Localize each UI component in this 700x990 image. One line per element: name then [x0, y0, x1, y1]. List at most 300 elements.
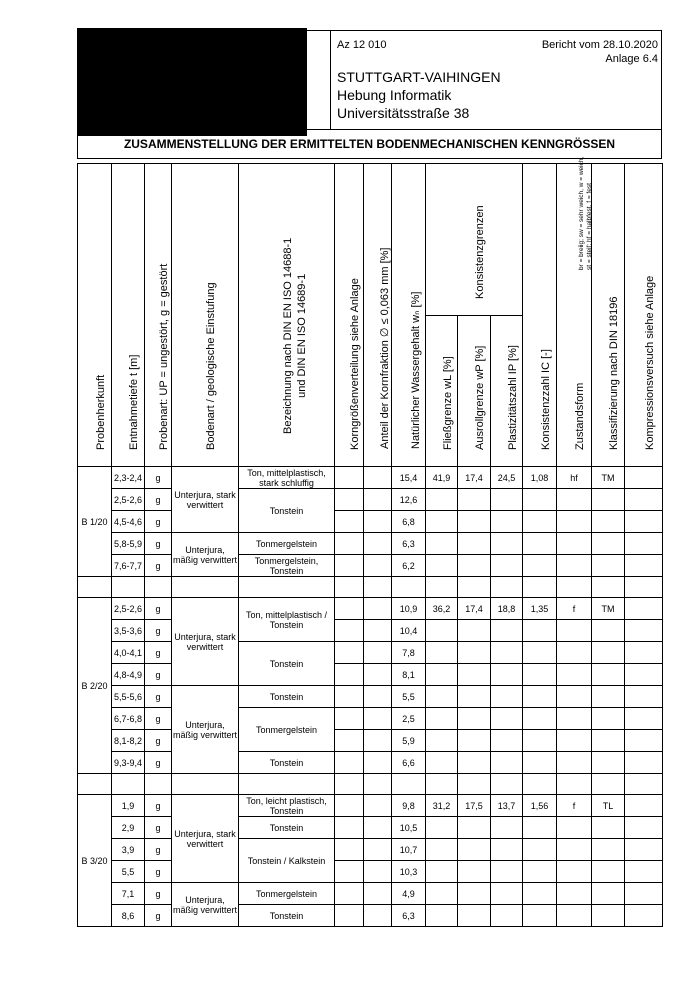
- table-cell: g: [145, 752, 172, 774]
- table-cell: [592, 664, 625, 686]
- table-cell: [335, 817, 364, 839]
- table-cell: 10,5: [392, 817, 426, 839]
- table-cell: [426, 905, 458, 927]
- table-cell: [458, 708, 491, 730]
- table-cell: [335, 511, 364, 533]
- cell-text: Korngrößenverteilung siehe Anlage: [349, 278, 361, 450]
- table-cell: 1,35: [523, 598, 557, 620]
- table-cell: [335, 774, 364, 795]
- table-cell: [523, 620, 557, 642]
- table-cell: [491, 620, 523, 642]
- table-row: [78, 511, 663, 533]
- table-cell: 24,5: [491, 467, 523, 489]
- page-title: ZUSAMMENSTELLUNG DER ERMITTELTEN BODENMECHANISCHEN KENNGRÖSSEN: [77, 130, 662, 159]
- table-cell: [364, 577, 392, 598]
- table-cell: [426, 839, 458, 861]
- table-row: [78, 598, 663, 620]
- table-cell: [625, 489, 663, 511]
- group-label: [78, 795, 112, 927]
- table-cell: [112, 774, 145, 795]
- zustand-legend: br = breiig; sw = sehr weich, w = weich, st = steif; hf = halbfest, f = fest: [578, 156, 594, 270]
- col-kompression: [625, 164, 663, 467]
- table-cell: g: [145, 598, 172, 620]
- table-cell: g: [145, 533, 172, 555]
- table-cell: [491, 817, 523, 839]
- table-row: [78, 795, 663, 817]
- table-row: [78, 883, 663, 905]
- table-cell: [458, 511, 491, 533]
- table-cell: 5,5-5,6: [112, 686, 145, 708]
- table-cell: Tonstein: [239, 752, 335, 774]
- table-cell: 6,8: [392, 511, 426, 533]
- table-cell: 17,4: [458, 598, 491, 620]
- table-cell: [78, 577, 112, 598]
- table-cell: [592, 883, 625, 905]
- table-cell: [458, 533, 491, 555]
- col-zustandsform: [557, 156, 594, 467]
- table-cell: [592, 817, 625, 839]
- table-cell: 17,4: [458, 467, 491, 489]
- table-cell: [335, 555, 364, 577]
- table-cell: [364, 598, 392, 620]
- col-herkunft: [78, 164, 112, 467]
- table-row: [78, 752, 663, 774]
- table-cell: g: [145, 467, 172, 489]
- cell-text: Anteil der Kornfraktion ∅ ≤ 0,063 mm [%]: [378, 247, 391, 449]
- table-cell: [112, 577, 145, 598]
- table-cell: [523, 817, 557, 839]
- table-cell: [625, 861, 663, 883]
- table-cell: [625, 555, 663, 577]
- table-cell: f: [557, 598, 592, 620]
- table-cell: [625, 467, 663, 489]
- col-ausrollgrenze: [458, 315, 491, 467]
- table-cell: [491, 861, 523, 883]
- table-cell: [426, 489, 458, 511]
- table-cell: [458, 839, 491, 861]
- table-cell: [335, 752, 364, 774]
- table-row: [78, 905, 663, 927]
- table-cell: 10,3: [392, 861, 426, 883]
- table-cell: [426, 730, 458, 752]
- cell-text: Konsistenzgrenzen: [474, 204, 486, 299]
- table-cell: [592, 577, 625, 598]
- table-cell: [625, 774, 663, 795]
- cell-text: Ausrollgrenze wP [%]: [474, 345, 486, 450]
- table-cell: [364, 555, 392, 577]
- table-cell: [335, 795, 364, 817]
- table-cell: [491, 883, 523, 905]
- table-cell: Ton, mittelplastisch, stark schluffig: [239, 467, 335, 489]
- table-cell: 4,9: [392, 883, 426, 905]
- table-cell: [426, 861, 458, 883]
- table-cell: [557, 839, 592, 861]
- table-cell: Unterjura, stark verwittert: [172, 795, 239, 883]
- table-cell: TL: [592, 795, 625, 817]
- table-cell: [557, 905, 592, 927]
- table-cell: [557, 686, 592, 708]
- table-cell: [523, 533, 557, 555]
- table-cell: [458, 817, 491, 839]
- table-cell: [625, 730, 663, 752]
- table-cell: [557, 620, 592, 642]
- table-cell: [491, 730, 523, 752]
- table-cell: 10,9: [392, 598, 426, 620]
- table-cell: [557, 555, 592, 577]
- cell-text: Kompressionsversuch siehe Anlage: [643, 275, 656, 450]
- col-konsistenzzahl: [523, 164, 557, 467]
- table-cell: [592, 730, 625, 752]
- table-cell: [239, 577, 335, 598]
- table-cell: g: [145, 642, 172, 664]
- table-cell: [145, 774, 172, 795]
- table-row: [78, 489, 663, 511]
- table-cell: [625, 511, 663, 533]
- table-cell: [335, 489, 364, 511]
- table-cell: Tonmergelstein, Tonstein: [239, 555, 335, 577]
- table-cell: Unterjura, stark verwittert: [172, 598, 239, 686]
- table-cell: 4,8-4,9: [112, 664, 145, 686]
- table-cell: [364, 839, 392, 861]
- table-cell: [392, 774, 426, 795]
- table-cell: g: [145, 708, 172, 730]
- table-cell: [364, 467, 392, 489]
- table-cell: [523, 752, 557, 774]
- table-cell: [364, 795, 392, 817]
- cell-text: Konsistenzzahl IC [-]: [539, 349, 552, 450]
- table-cell: 2,5-2,6: [112, 598, 145, 620]
- table-row: [78, 467, 663, 489]
- table-row: [78, 817, 663, 839]
- table-cell: 31,2: [426, 795, 458, 817]
- project-address: STUTTGART-VAIHINGEN Hebung Informatik Universitätsstraße 38: [337, 69, 501, 121]
- table-cell: [239, 774, 335, 795]
- table-cell: [625, 686, 663, 708]
- table-cell: [458, 489, 491, 511]
- table-cell: [491, 577, 523, 598]
- cell-text: B 2/20: [81, 680, 108, 691]
- table-cell: [335, 467, 364, 489]
- table-row: [78, 555, 663, 577]
- table-cell: [592, 905, 625, 927]
- table-cell: [364, 511, 392, 533]
- table-cell: [592, 708, 625, 730]
- table-cell: [557, 664, 592, 686]
- table-cell: [625, 664, 663, 686]
- table-cell: [364, 817, 392, 839]
- table-cell: g: [145, 795, 172, 817]
- table-cell: g: [145, 883, 172, 905]
- table-cell: [458, 686, 491, 708]
- table-cell: [491, 905, 523, 927]
- table-cell: g: [145, 664, 172, 686]
- group-label: [78, 598, 112, 774]
- cell-text: Probenart: UP = ungestört, g = gestört: [158, 263, 170, 450]
- table-cell: [523, 861, 557, 883]
- table-cell: [625, 708, 663, 730]
- table-cell: [592, 686, 625, 708]
- table-cell: [426, 686, 458, 708]
- table-cell: 5,5: [392, 686, 426, 708]
- table-cell: [78, 774, 112, 795]
- table-cell: [491, 664, 523, 686]
- table-cell: [364, 620, 392, 642]
- cell-text: Zustandsform: [574, 382, 587, 450]
- table-cell: [426, 817, 458, 839]
- table-cell: 3,5-3,6: [112, 620, 145, 642]
- table-cell: [364, 730, 392, 752]
- table-cell: [592, 555, 625, 577]
- col-anteil: [364, 164, 392, 467]
- table-row: [78, 664, 663, 686]
- table-row: [78, 620, 663, 642]
- table-cell: 12,6: [392, 489, 426, 511]
- table-cell: [145, 577, 172, 598]
- table-cell: [335, 708, 364, 730]
- table-cell: 6,2: [392, 555, 426, 577]
- table-cell: [592, 752, 625, 774]
- table-cell: [625, 839, 663, 861]
- table-cell: [592, 533, 625, 555]
- table-cell: [592, 620, 625, 642]
- table-cell: [557, 774, 592, 795]
- table-cell: g: [145, 817, 172, 839]
- table-cell: [392, 577, 426, 598]
- table-cell: 9,8: [392, 795, 426, 817]
- table-cell: [523, 664, 557, 686]
- table-cell: [557, 752, 592, 774]
- table-cell: [523, 905, 557, 927]
- table-cell: g: [145, 861, 172, 883]
- cell-text: Plastizitätszahl IP [%]: [506, 345, 519, 450]
- col-bezeichnung: [239, 164, 335, 467]
- table-cell: [592, 511, 625, 533]
- table-cell: g: [145, 511, 172, 533]
- table-cell: 5,9: [392, 730, 426, 752]
- table-cell: 1,9: [112, 795, 145, 817]
- table-cell: Ton, mittelplastisch / Tonstein: [239, 598, 335, 642]
- table-cell: 10,7: [392, 839, 426, 861]
- table-cell: [364, 489, 392, 511]
- table-cell: [426, 511, 458, 533]
- col-probenart: [145, 164, 172, 467]
- table-cell: 8,1-8,2: [112, 730, 145, 752]
- table-cell: 6,3: [392, 533, 426, 555]
- table-cell: 8,6: [112, 905, 145, 927]
- table-cell: [523, 642, 557, 664]
- table-cell: [458, 620, 491, 642]
- table-cell: [592, 861, 625, 883]
- col-korn: [335, 164, 364, 467]
- table-cell: [364, 883, 392, 905]
- table-cell: 41,9: [426, 467, 458, 489]
- table-cell: 6,6: [392, 752, 426, 774]
- table-cell: [491, 686, 523, 708]
- table-cell: 5,8-5,9: [112, 533, 145, 555]
- table-cell: 3,9: [112, 839, 145, 861]
- table-cell: g: [145, 489, 172, 511]
- table-row: [78, 642, 663, 664]
- table-cell: [625, 905, 663, 927]
- table-cell: [592, 839, 625, 861]
- table-cell: [364, 708, 392, 730]
- table-cell: 15,4: [392, 467, 426, 489]
- table-cell: [557, 489, 592, 511]
- table-cell: [364, 752, 392, 774]
- table-cell: Tonstein: [239, 817, 335, 839]
- table-cell: [426, 664, 458, 686]
- table-cell: [491, 708, 523, 730]
- table-cell: hf: [557, 467, 592, 489]
- cell-text: Bodenart / geologische Einstufung: [205, 282, 217, 450]
- soil-parameters-table: [77, 156, 663, 927]
- group-label: [78, 467, 112, 577]
- table-cell: 7,6-7,7: [112, 555, 145, 577]
- table-cell: 18,8: [491, 598, 523, 620]
- table-cell: [625, 577, 663, 598]
- table-cell: TM: [592, 598, 625, 620]
- spacer-row: [78, 774, 663, 795]
- table-cell: [426, 533, 458, 555]
- table-cell: TM: [592, 467, 625, 489]
- table-cell: 2,3-2,4: [112, 467, 145, 489]
- report-date: Bericht vom 28.10.2020: [541, 39, 658, 51]
- table-cell: [364, 774, 392, 795]
- table-cell: [557, 708, 592, 730]
- cell-text: Fließgrenze wL [%]: [441, 356, 454, 450]
- table-row: [78, 686, 663, 708]
- table-cell: Tonstein: [239, 686, 335, 708]
- cell-text: Probenherkunft: [94, 374, 107, 450]
- table-cell: [335, 642, 364, 664]
- table-cell: [625, 642, 663, 664]
- cell-text: B 3/20: [81, 855, 108, 866]
- table-cell: [592, 642, 625, 664]
- table-row: [78, 533, 663, 555]
- table-cell: [625, 817, 663, 839]
- table-cell: [335, 686, 364, 708]
- table-cell: [491, 555, 523, 577]
- col-wasser: [392, 164, 426, 467]
- table-cell: [523, 883, 557, 905]
- cell-text: Bezeichnung nach DIN EN ISO 14688-1: [281, 237, 294, 434]
- table-cell: [335, 533, 364, 555]
- table-cell: [625, 795, 663, 817]
- table-cell: Unterjura, stark verwittert: [172, 467, 239, 533]
- table-cell: 36,2: [426, 598, 458, 620]
- table-cell: [335, 664, 364, 686]
- table-cell: 2,9: [112, 817, 145, 839]
- table-cell: 1,08: [523, 467, 557, 489]
- cell-text: Entnahmetiefe t [m]: [128, 354, 140, 450]
- table-cell: [172, 577, 239, 598]
- table-cell: Tonstein: [239, 905, 335, 927]
- cell-text: B 1/20: [81, 516, 108, 527]
- table-cell: Tonmergelstein: [239, 533, 335, 555]
- table-cell: [458, 642, 491, 664]
- table-cell: Unterjura, mäßig verwittert: [172, 883, 239, 927]
- table-cell: [364, 664, 392, 686]
- table-cell: 7,1: [112, 883, 145, 905]
- header-info: [330, 30, 662, 130]
- table-cell: Tonstein / Kalkstein: [239, 839, 335, 883]
- attachment-number: Anlage 6.4: [605, 53, 658, 65]
- table-cell: [557, 511, 592, 533]
- table-cell: 9,3-9,4: [112, 752, 145, 774]
- table-cell: [458, 883, 491, 905]
- table-cell: g: [145, 730, 172, 752]
- table-cell: [364, 905, 392, 927]
- table-cell: 1,56: [523, 795, 557, 817]
- table-cell: [523, 730, 557, 752]
- table-cell: 4,0-4,1: [112, 642, 145, 664]
- table-cell: g: [145, 839, 172, 861]
- table-cell: [335, 905, 364, 927]
- table-cell: Tonmergelstein: [239, 883, 335, 905]
- table-cell: [426, 708, 458, 730]
- table-cell: g: [145, 905, 172, 927]
- table-cell: [458, 861, 491, 883]
- table-cell: 6,7-6,8: [112, 708, 145, 730]
- table-cell: [458, 905, 491, 927]
- table-cell: Unterjura, mäßig verwittert: [172, 686, 239, 774]
- table-cell: [335, 730, 364, 752]
- table-row: [78, 708, 663, 730]
- table-cell: 2,5-2,6: [112, 489, 145, 511]
- table-row: [78, 839, 663, 861]
- table-cell: 10,4: [392, 620, 426, 642]
- table-cell: [426, 774, 458, 795]
- table-cell: [335, 839, 364, 861]
- table-cell: g: [145, 555, 172, 577]
- table-cell: [557, 533, 592, 555]
- table-cell: [557, 577, 592, 598]
- table-cell: g: [145, 620, 172, 642]
- table-row: [78, 730, 663, 752]
- table-cell: [426, 883, 458, 905]
- table-cell: [335, 620, 364, 642]
- table-cell: [364, 642, 392, 664]
- table-cell: [557, 817, 592, 839]
- table-cell: [523, 555, 557, 577]
- table-cell: [523, 774, 557, 795]
- table-cell: 13,7: [491, 795, 523, 817]
- table-cell: [592, 774, 625, 795]
- table-cell: [335, 883, 364, 905]
- file-number: Az 12 010: [337, 39, 387, 51]
- table-cell: [335, 861, 364, 883]
- table-cell: [557, 730, 592, 752]
- table-cell: 7,8: [392, 642, 426, 664]
- table-cell: [523, 511, 557, 533]
- col-bodenart: [172, 164, 239, 467]
- table-cell: g: [145, 686, 172, 708]
- table-cell: 2,5: [392, 708, 426, 730]
- table-cell: [364, 686, 392, 708]
- table-cell: [491, 511, 523, 533]
- table-cell: 5,5: [112, 861, 145, 883]
- table-cell: [458, 664, 491, 686]
- table-cell: [625, 620, 663, 642]
- table-cell: [335, 598, 364, 620]
- table-cell: Tonstein: [239, 489, 335, 533]
- table-cell: [458, 730, 491, 752]
- table-cell: [426, 555, 458, 577]
- table-cell: [426, 620, 458, 642]
- table-cell: 17,5: [458, 795, 491, 817]
- col-klassifizierung: [592, 164, 625, 467]
- col-fliessgrenze: [426, 315, 458, 467]
